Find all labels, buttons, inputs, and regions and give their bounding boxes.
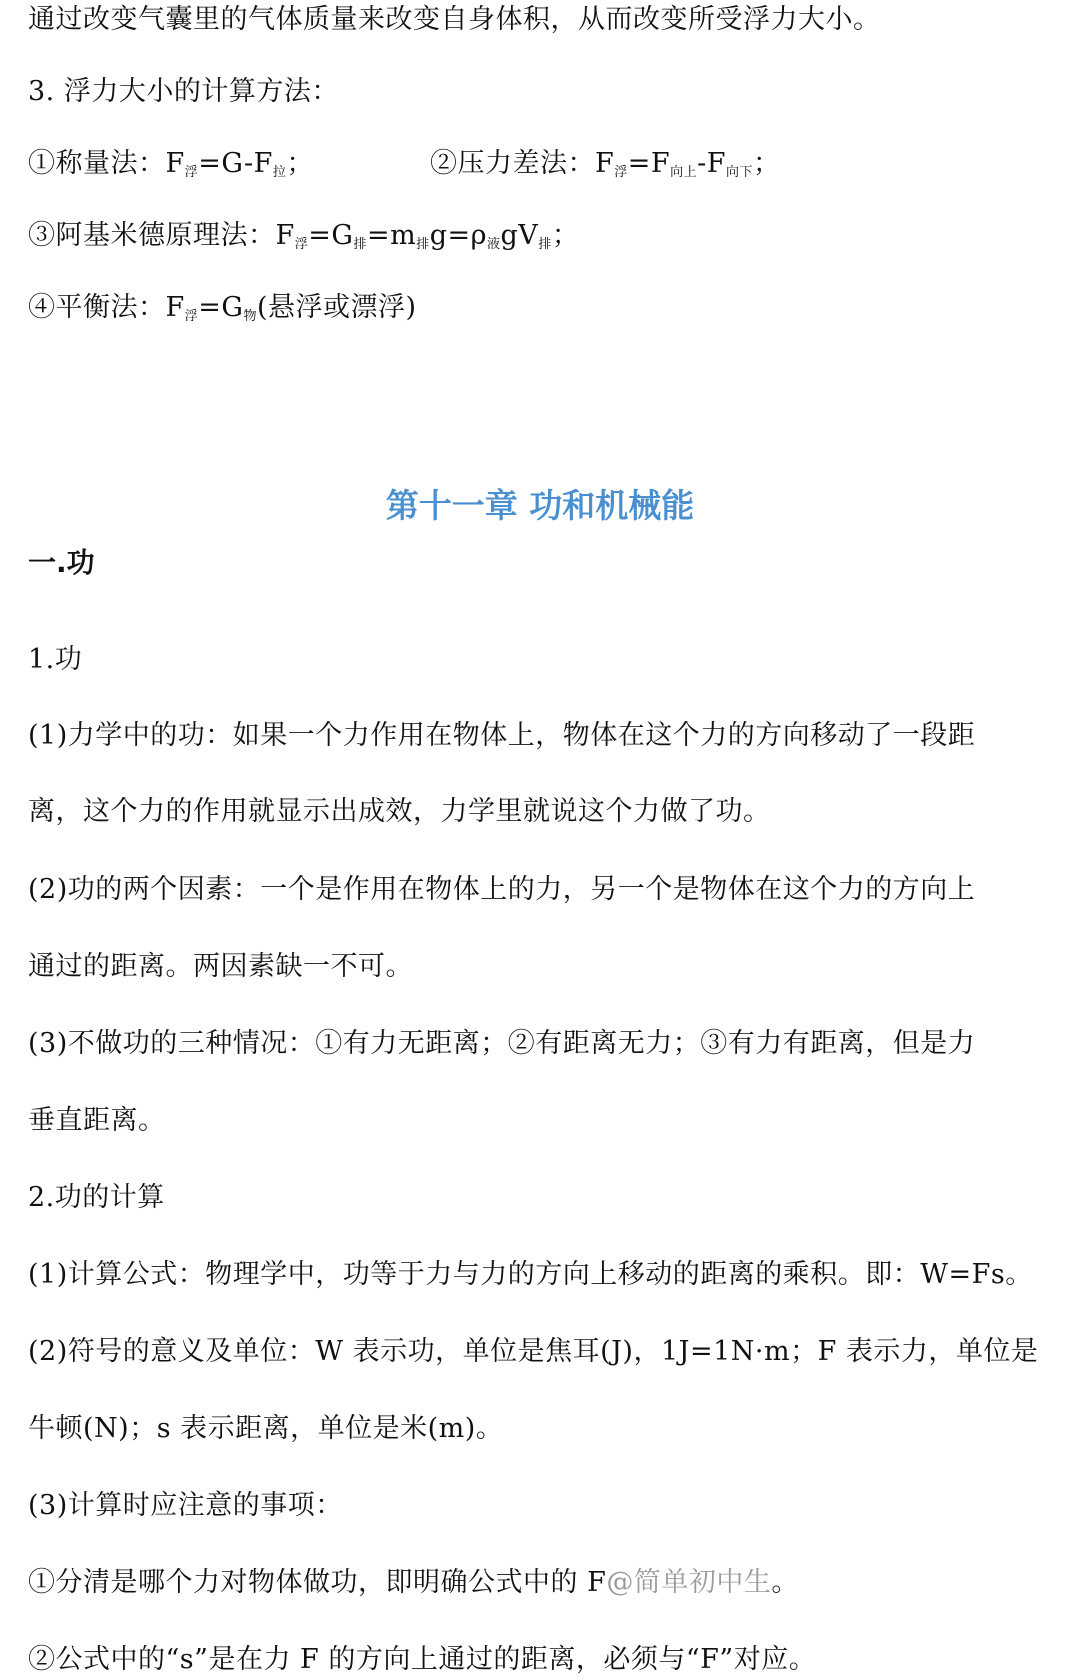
archimedes-method xyxy=(28,216,1060,256)
buoyancy-method-row-1 xyxy=(28,144,1060,184)
balance-label: ④平衡法： xyxy=(28,292,166,323)
pressure-diff-method xyxy=(430,144,781,184)
formula-part: =G xyxy=(198,292,244,323)
formula-f: F xyxy=(275,220,295,251)
subsection-heading-work: 1.功 xyxy=(28,644,83,675)
buoyancy-methods-heading: 3. 浮力大小的计算方法： xyxy=(28,76,339,107)
formula-note: (悬浮或漂浮) xyxy=(256,292,417,323)
formula-sub: 拉 xyxy=(272,165,287,180)
formula-sub: 向下 xyxy=(725,165,753,180)
formula-end: ； xyxy=(753,148,781,179)
work-factors-line-1: (2)功的两个因素：一个是作用在物体上的力，另一个是物体在这个力的方向上 xyxy=(28,874,976,905)
formula-part: -F xyxy=(697,148,726,179)
formula-end: ； xyxy=(286,148,314,179)
symbol-units-line-2: 牛顿(N)；s 表示距离，单位是米(m)。 xyxy=(28,1413,504,1444)
archimedes-label: ③阿基米德原理法： xyxy=(28,220,276,251)
intro-text: 通过改变气囊里的气体质量来改变自身体积，从而改变所受浮力大小。 xyxy=(28,4,881,35)
formula-part: =G-F xyxy=(198,148,273,179)
formula-sub: 浮 xyxy=(614,165,628,180)
section-heading-work: 一.功 xyxy=(28,546,95,579)
calc-note-1-end: 。 xyxy=(771,1567,799,1598)
formula-sub: 排 xyxy=(416,237,430,252)
calc-notes-heading: (3)计算时应注意的事项： xyxy=(28,1490,343,1521)
formula-part: g=ρ xyxy=(429,220,487,251)
pressure-diff-label: ②压力差法： xyxy=(430,148,595,179)
work-definition-line-2: 离，这个力的作用就显示出成效，力学里就说这个力做了功。 xyxy=(28,796,771,827)
formula-sub: 浮 xyxy=(184,165,199,180)
formula-sub: 物 xyxy=(243,309,257,324)
formula-end: ； xyxy=(551,220,580,251)
symbol-units-line-1: (2)符号的意义及单位：W 表示功，单位是焦耳(J)，1J=1N·m；F 表示力，单位是 xyxy=(28,1336,1039,1367)
calc-note-2: ②公式中的“s”是在力 F 的方向上通过的距离，必须与“F”对应。 xyxy=(28,1644,817,1675)
no-work-cases-line-1: (3)不做功的三种情况：①有力无距离；②有距离无力；③有力有距离，但是力 xyxy=(28,1028,976,1059)
weighing-label: ①称量法： xyxy=(28,148,166,179)
formula-part: gV xyxy=(500,220,539,251)
formula-sub: 浮 xyxy=(294,237,309,252)
formula-part: =m xyxy=(366,220,417,251)
formula-sub: 排 xyxy=(538,237,552,252)
formula-f: F xyxy=(165,292,185,323)
no-work-cases-line-2: 垂直距离。 xyxy=(28,1105,166,1136)
chapter-title: 第十一章 功和机械能 xyxy=(385,486,695,525)
formula-part: =G xyxy=(308,220,354,251)
watermark-text: @简单初中生 xyxy=(606,1567,772,1598)
calc-note-1-text: ①分清是哪个力对物体做功，即明确公式中的 F xyxy=(28,1567,607,1598)
work-formula: (1)计算公式：物理学中，功等于力与力的方向上移动的距离的乘积。即：W=Fs。 xyxy=(28,1259,1033,1290)
work-factors-line-2: 通过的距离。两因素缺一不可。 xyxy=(28,951,413,982)
subsection-heading-work-calc: 2.功的计算 xyxy=(28,1182,165,1213)
formula-sub: 向上 xyxy=(670,165,698,180)
formula-f: F xyxy=(165,148,185,179)
balance-method xyxy=(28,288,1060,328)
formula-part: =F xyxy=(627,148,671,179)
formula-sub: 排 xyxy=(353,237,367,252)
formula-sub: 浮 xyxy=(184,309,199,324)
formula-f: F xyxy=(595,148,615,179)
work-definition-line-1: (1)力学中的功：如果一个力作用在物体上，物体在这个力的方向移动了一段距 xyxy=(28,720,976,751)
weighing-method xyxy=(28,148,314,179)
calc-note-1 xyxy=(28,1563,1060,1603)
formula-sub: 液 xyxy=(487,237,501,252)
